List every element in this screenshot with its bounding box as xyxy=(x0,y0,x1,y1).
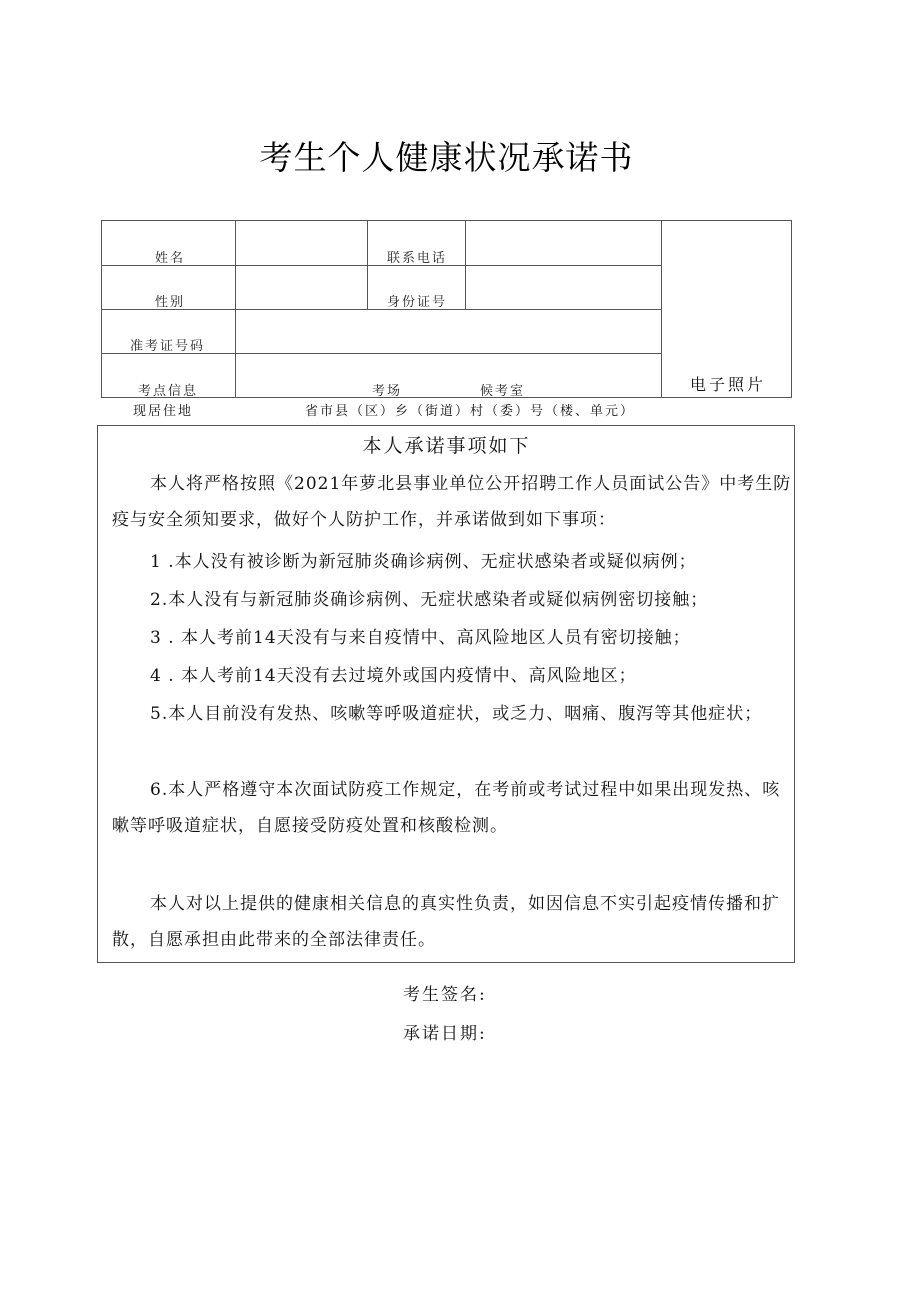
pledge-item-4: 4 . 本人考前14天没有去过境外或国内疫情中、高风险地区； xyxy=(150,666,637,686)
date-label: 承诺日期: xyxy=(403,1024,487,1044)
date-field[interactable] xyxy=(495,1017,695,1043)
photo-label: 电子照片 xyxy=(690,375,767,394)
pledge-heading: 本人承诺事项如下 xyxy=(362,435,531,457)
table-divider xyxy=(235,220,236,398)
residence-label: 现居住地 xyxy=(133,404,194,419)
signer-field[interactable] xyxy=(495,978,695,1004)
exam-room-label: 考场 xyxy=(372,384,403,399)
page-title: 考生个人健康状况承诺书 xyxy=(259,138,634,177)
waiting-room-label: 候考室 xyxy=(480,384,526,399)
id-number-label: 身份证号 xyxy=(387,295,448,310)
pledge-closing: 本人对以上提供的健康相关信息的真实性负责，如因信息不实引起疫情传播和扩散，自愿承担由此带来的全部法律责任。 xyxy=(112,894,780,950)
phone-field[interactable] xyxy=(467,222,659,264)
pledge-item-2: 2.本人没有与新冠肺炎确诊病例、无症状感染者或疑似病例密切接触； xyxy=(150,590,709,610)
residence-address-template: 省市县（区）乡（街道）村（委）号（楼、单元） xyxy=(305,404,636,419)
pledge-intro: 本人将严格按照《2021年萝北县事业单位公开招聘工作人员面试公告》中考生防疫与安全须知要求，做好个人防护工作，并承诺做到如下事项： xyxy=(112,474,792,530)
name-label: 姓名 xyxy=(155,251,186,266)
admission-ticket-field[interactable] xyxy=(237,311,659,352)
table-divider xyxy=(465,220,466,309)
pledge-item-1: 1 .本人没有被诊断为新冠肺炎确诊病例、无症状感染者或疑似病例； xyxy=(150,552,697,572)
pledge-item-5: 5.本人目前没有发热、咳嗽等呼吸道症状，或乏力、咽痛、腹泻等其他症状； xyxy=(150,704,763,724)
signer-label: 考生签名: xyxy=(403,985,487,1005)
pledge-item-6: 6.本人严格遵守本次面试防疫工作规定，在考前或考试过程中如果出现发热、咳嗽等呼吸道症状，自愿接受防疫处置和核酸检测。 xyxy=(112,780,781,836)
admission-ticket-label: 准考证号码 xyxy=(130,339,206,354)
gender-field[interactable] xyxy=(237,267,365,308)
pledge-item-3: 3 . 本人考前14天没有与来自疫情中、高风险地区人员有密切接触； xyxy=(150,628,691,648)
phone-label: 联系电话 xyxy=(387,251,448,266)
exam-site-label: 考点信息 xyxy=(138,384,199,399)
gender-label: 性别 xyxy=(155,295,186,310)
id-number-field[interactable] xyxy=(467,267,659,308)
table-divider xyxy=(661,220,662,398)
table-divider xyxy=(367,220,368,309)
name-field[interactable] xyxy=(237,222,365,264)
